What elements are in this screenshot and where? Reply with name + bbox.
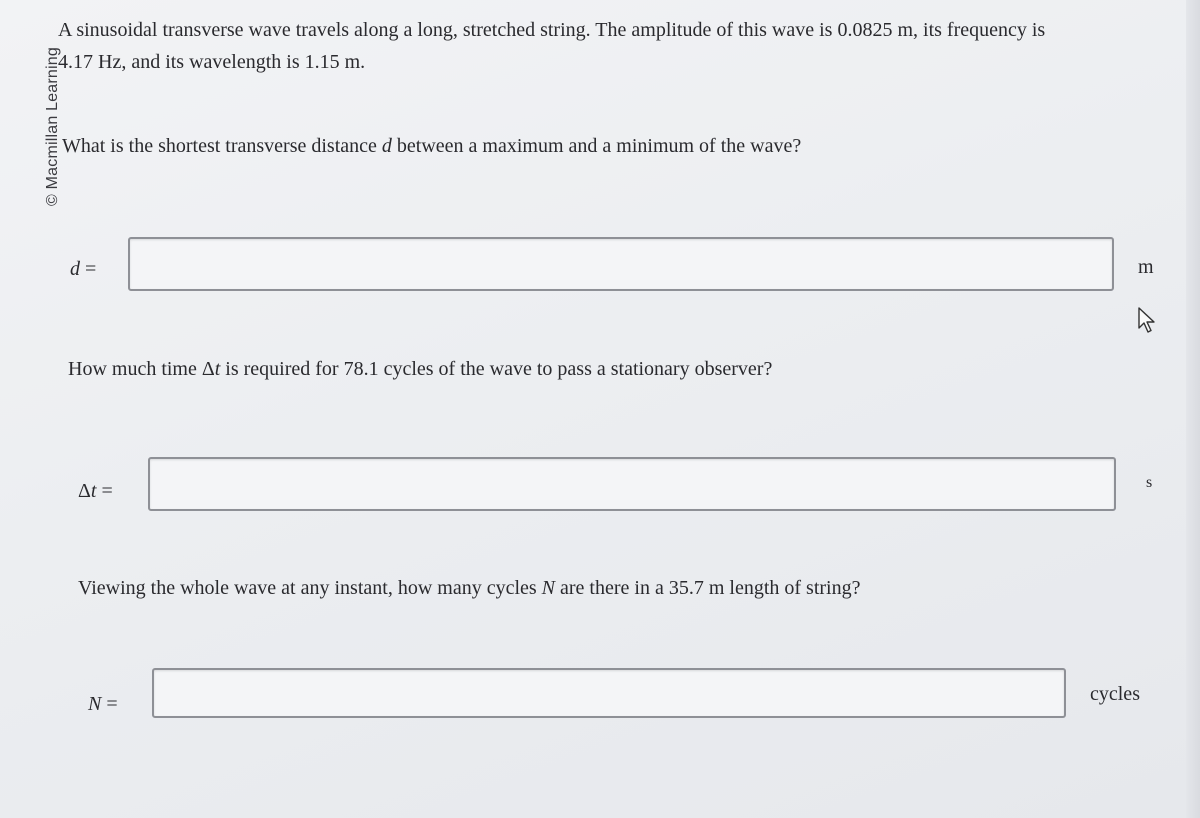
unit-cycles: cycles [1090, 683, 1140, 705]
page-edge [1186, 0, 1200, 818]
answer-label-d: d = [70, 258, 97, 280]
problem-intro-line-1: A sinusoidal transverse wave travels along a long, stretched string. The amplitude of this wave is 0.0825 m, its frequency is [58, 19, 1046, 41]
question-3-text: Viewing the whole wave at any instant, how many cycles N are there in a 35.7 m length of string? [78, 577, 861, 599]
unit-seconds: s [1146, 474, 1153, 491]
answer-input-delta-t[interactable] [148, 457, 1116, 511]
answer-input-d[interactable] [128, 237, 1114, 291]
question-2-text: How much time Δt is required for 78.1 cycles of the wave to pass a stationary observer? [68, 358, 773, 380]
unit-meters: m [1138, 256, 1154, 278]
answer-label-n: N = [88, 693, 118, 715]
watermark-text: © Macmillan Learning [44, 47, 61, 206]
mouse-pointer-icon [1136, 306, 1158, 334]
answer-input-n[interactable] [152, 668, 1066, 718]
problem-intro-line-2: 4.17 Hz, and its wavelength is 1.15 m. [58, 51, 366, 73]
answer-label-delta-t: Δt = [78, 480, 113, 502]
question-1-text: What is the shortest transverse distance d between a maximum and a minimum of the wave? [62, 135, 802, 157]
